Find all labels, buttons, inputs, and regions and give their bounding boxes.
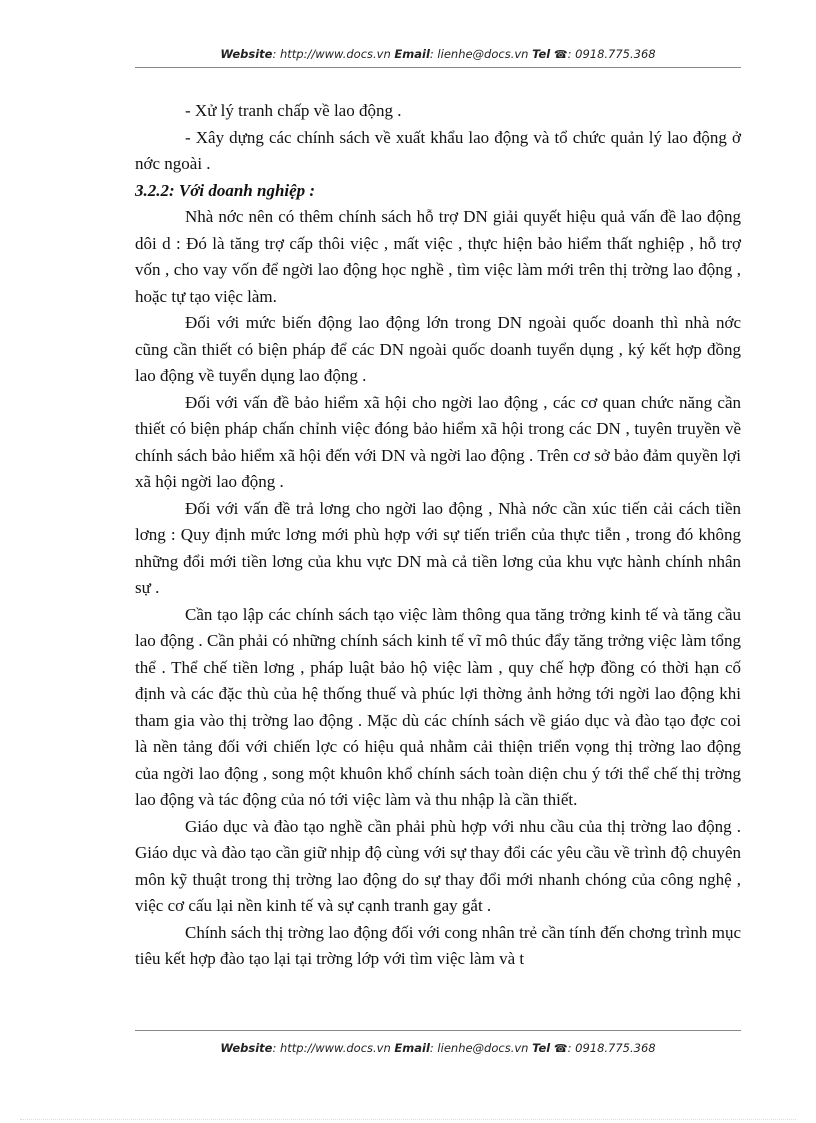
- header-website-label: Website: [220, 47, 273, 61]
- paragraph: Đối với vấn đề bảo hiểm xã hội cho ngời lao động , các cơ quan chức năng cần thiết có biện pháp chấn chỉnh việc đóng bảo hiểm xã hội trong các DN , tuyên truyền về chính sách bảo hiểm xã hội đến với DN và ngời lao động . Trên cơ sở bảo đảm quyền lợi xã hội ngời lao động .: [135, 392, 741, 491]
- paragraph: Nhà nớc nên có thêm chính sách hỗ trợ DN giải quyết hiệu quả vấn đề lao động dôi d : Đó là tăng trợ cấp thôi việc , mất việc , thực hiện bảo hiểm thất nghiệp , hỗ trợ vốn , cho vay vốn để ngời lao động học nghề , tìm việc làm mới trên thị trờng lao động , hoặc tự tạo việc làm.: [135, 207, 741, 306]
- header-email-label: Email: [394, 47, 430, 61]
- page-edge-divider: [20, 1119, 796, 1120]
- phone-icon: ☎: [553, 48, 568, 61]
- header-website-value: : http://www.docs.vn: [272, 47, 391, 61]
- header-email-value: : lienhe@docs.vn: [429, 47, 529, 61]
- bullet-item: - Xử lý tranh chấp về lao động .: [185, 101, 402, 120]
- paragraph: Chính sách thị trờng lao động đối với cong nhân trẻ cần tính đến chơng trình mục tiêu kết hợp đào tạo lại tại trờng lớp với tìm việc làm và t: [135, 922, 741, 968]
- header-tel-value: : 0918.775.368: [567, 47, 656, 61]
- paragraph: Đối với mức biến động lao động lớn trong DN ngoài quốc doanh thì nhà nớc cũng cần thiết có biện pháp để các DN ngoài quốc doanh tuyển dụng , ký kết hợp đồng lao động về tuyển dụng lao động .: [135, 313, 741, 385]
- footer-website-value: : http://www.docs.vn: [272, 1041, 391, 1055]
- page-footer: [135, 1041, 741, 1055]
- paragraph: Đối với vấn đề trả lơng cho ngời lao động , Nhà nớc cần xúc tiến cải cách tiền lơng : Quy định mức lơng mới phù hợp với sự tiến triển của thực tiễn , trong đó không những đổi mới tiền lơng của khu vực DN mà cả tiền lơng của khu vực hành chính nhân sự .: [135, 498, 741, 597]
- bullet-item: - Xây dựng các chính sách về xuất khẩu lao động và tổ chức quản lý lao động ở nớc ngoài .: [135, 127, 741, 173]
- phone-icon: ☎: [553, 1042, 568, 1055]
- document-body: [135, 98, 741, 973]
- header-divider: [135, 67, 741, 68]
- paragraph: Cần tạo lập các chính sách tạo việc làm thông qua tăng trởng kinh tế và tăng cầu lao động . Cần phải có những chính sách kinh tế vĩ mô thúc đẩy tăng trởng việc làm tổng thể . Thể chế tiền lơng , pháp luật bảo hộ việc làm , quy chế hợp đồng có thời hạn cố định và các đặc thù của hệ thống thuế và phúc lợi thờng ảnh hởng tới ngời lao động khi tham gia vào thị trờng lao động . Mặc dù các chính sách về giáo dục và đào tạo đợc coi là nền tảng đối với chiến lợc có hiệu quả nhằm cải thiện triển vọng thị trờng lao động của ngời lao động , song một khuôn khổ chính sách toàn diện chu ý tới thể chế thị trờng lao động và tác động của nó tới việc làm và thu nhập là cần thiết.: [135, 604, 741, 809]
- footer-tel-value: : 0918.775.368: [567, 1041, 656, 1055]
- paragraph: Giáo dục và đào tạo nghề cần phải phù hợp với nhu cầu của thị trờng lao động . Giáo dục và đào tạo cần giữ nhịp độ cùng với sự thay đổi các yêu cầu về trình độ chuyên môn kỹ thuật trong thị trờng lao động do sự thay đổi mới nhanh chóng của công nghệ , việc cơ cấu lại nền kinh tế và sự cạnh tranh gay gắt .: [135, 816, 741, 915]
- section-heading: 3.2.2: Với doanh nghiệp :: [135, 180, 316, 200]
- footer-email-label: Email: [394, 1041, 430, 1055]
- footer-email-value: : lienhe@docs.vn: [429, 1041, 529, 1055]
- footer-divider: [135, 1030, 741, 1031]
- header-tel-label: Tel: [532, 47, 551, 61]
- footer-tel-label: Tel: [532, 1041, 551, 1055]
- page-header: [135, 47, 741, 61]
- footer-website-label: Website: [220, 1041, 273, 1055]
